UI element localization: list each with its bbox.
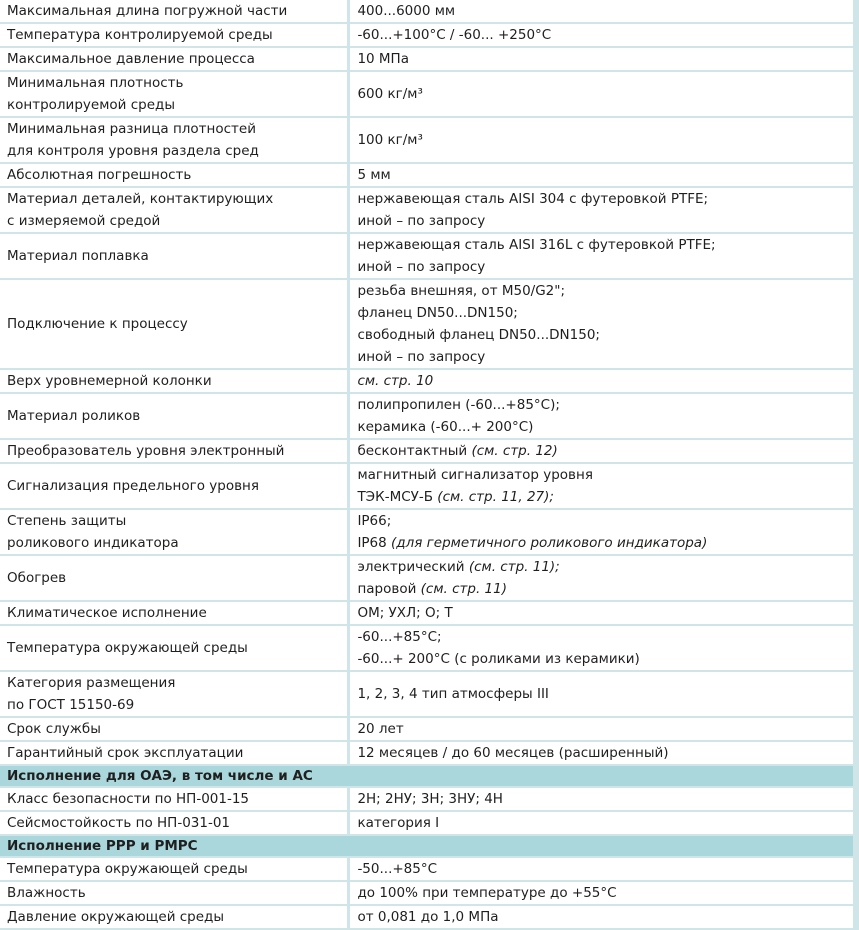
parameter-cell xyxy=(0,906,350,928)
value-line xyxy=(357,486,846,508)
value-text: -60...+ 200°С (с роликами из керамики) xyxy=(357,651,640,667)
value-line xyxy=(357,858,846,880)
value-line xyxy=(357,324,846,346)
spec-row xyxy=(0,0,859,22)
page-reference: см. стр. 10 xyxy=(357,373,434,389)
parameter-text: Максимальная длина погружной части xyxy=(7,3,288,19)
spec-row xyxy=(0,510,859,554)
spec-row xyxy=(0,882,859,904)
spec-row xyxy=(0,602,859,624)
value-cell xyxy=(350,48,859,70)
parameter-cell xyxy=(0,858,350,880)
parameter-text: Срок службы xyxy=(7,721,101,737)
value-text: от 0,081 до 1,0 МПа xyxy=(357,909,499,925)
parameter-text: Преобразователь уровня электронный xyxy=(7,443,285,459)
value-cell xyxy=(350,118,859,162)
parameter-cell xyxy=(0,118,350,162)
value-text: 12 месяцев / до 60 месяцев (расширенный) xyxy=(357,745,669,761)
parameter-cell xyxy=(0,24,350,46)
parameter-cell xyxy=(0,812,350,834)
parameter-cell xyxy=(0,718,350,740)
value-text: -50...+85°С xyxy=(357,861,438,877)
value-text: электрический xyxy=(357,559,469,575)
value-line xyxy=(357,24,846,46)
value-text: ТЭК-МСУ-Б xyxy=(357,489,438,505)
parameter-text: Давление окружающей среды xyxy=(7,909,225,925)
parameter-cell xyxy=(0,188,350,232)
parameter-text: контролируемой среды xyxy=(7,97,175,113)
spec-row xyxy=(0,906,859,928)
value-cell xyxy=(350,370,859,392)
value-text: нержавеющая сталь AISI 304 с футеровкой PTFE; xyxy=(357,191,709,207)
value-text: 400...6000 мм xyxy=(357,3,456,19)
parameter-cell xyxy=(0,882,350,904)
parameter-text: Влажность xyxy=(7,885,86,901)
spec-row xyxy=(0,118,859,162)
parameter-text: Климатическое исполнение xyxy=(7,605,207,621)
value-line xyxy=(357,532,846,554)
value-cell xyxy=(350,280,859,368)
value-text: иной – по запросу xyxy=(357,349,486,365)
value-line xyxy=(357,256,846,278)
spec-row xyxy=(0,858,859,880)
parameter-cell xyxy=(0,234,350,278)
value-line xyxy=(357,188,846,210)
parameter-text: Температура окружающей среды xyxy=(7,640,248,656)
value-text: категория I xyxy=(357,815,440,831)
value-text: магнитный сигнализатор уровня xyxy=(357,467,593,483)
value-cell xyxy=(350,510,859,554)
value-line xyxy=(357,578,846,600)
parameter-text: по ГОСТ 15150-69 xyxy=(7,697,135,713)
value-line xyxy=(357,683,846,705)
parameter-text: Класс безопасности по НП-001-15 xyxy=(7,791,250,807)
value-line xyxy=(357,510,846,532)
parameter-text: Сигнализация предельного уровня xyxy=(7,478,259,494)
value-cell xyxy=(350,858,859,880)
spec-row xyxy=(0,234,859,278)
section-header-row xyxy=(0,836,859,856)
parameter-cell xyxy=(0,440,350,462)
parameter-cell xyxy=(0,510,350,554)
page-reference: (см. стр. 11) xyxy=(420,581,507,597)
parameter-cell xyxy=(0,626,350,670)
value-line xyxy=(357,416,846,438)
value-line xyxy=(357,464,846,486)
section-title: Исполнение РРР и РМРС xyxy=(0,836,859,856)
parameter-text: Верх уровнемерной колонки xyxy=(7,373,212,389)
parameter-cell xyxy=(0,602,350,624)
value-cell xyxy=(350,24,859,46)
value-line xyxy=(357,370,846,392)
spec-row xyxy=(0,48,859,70)
parameter-text: с измеряемой средой xyxy=(7,213,161,229)
parameter-text: Степень защиты xyxy=(7,513,127,529)
page-reference: (см. стр. 11); xyxy=(468,559,560,575)
spec-row xyxy=(0,812,859,834)
value-text: фланец DN50...DN150; xyxy=(357,305,518,321)
parameter-text: роликового индикатора xyxy=(7,535,179,551)
value-line xyxy=(357,906,846,928)
section-header-row xyxy=(0,766,859,786)
value-cell xyxy=(350,464,859,508)
parameter-text: Абсолютная погрешность xyxy=(7,167,192,183)
spec-row xyxy=(0,394,859,438)
value-text: полипропилен (-60...+85°С); xyxy=(357,397,560,413)
value-line xyxy=(357,602,846,624)
spec-row xyxy=(0,370,859,392)
parameter-cell xyxy=(0,394,350,438)
value-line xyxy=(357,346,846,368)
parameter-text: для контроля уровня раздела сред xyxy=(7,143,259,159)
value-cell xyxy=(350,626,859,670)
spec-row xyxy=(0,280,859,368)
value-text: паровой xyxy=(357,581,421,597)
parameter-text: Минимальная плотность xyxy=(7,75,184,91)
spec-row xyxy=(0,788,859,810)
value-cell xyxy=(350,906,859,928)
value-cell xyxy=(350,394,859,438)
parameter-text: Категория размещения xyxy=(7,675,176,691)
parameter-cell xyxy=(0,370,350,392)
parameter-cell xyxy=(0,742,350,764)
spec-row xyxy=(0,742,859,764)
value-line xyxy=(357,129,846,151)
value-line xyxy=(357,812,846,834)
value-cell xyxy=(350,672,859,716)
parameter-text: Материал деталей, контактирующих xyxy=(7,191,274,207)
parameter-text: Подключение к процессу xyxy=(7,316,188,332)
value-text: 100 кг/м³ xyxy=(357,132,423,148)
parameter-text: Минимальная разница плотностей xyxy=(7,121,256,137)
value-text: иной – по запросу xyxy=(357,213,486,229)
value-line xyxy=(357,718,846,740)
section-title: Исполнение для ОАЭ, в том числе и АС xyxy=(0,766,859,786)
value-cell xyxy=(350,602,859,624)
value-cell xyxy=(350,0,859,22)
value-line xyxy=(357,0,846,22)
value-text: 1, 2, 3, 4 тип атмосферы III xyxy=(357,686,549,702)
parameter-cell xyxy=(0,0,350,22)
spec-row xyxy=(0,672,859,716)
value-text: 2Н; 2НУ; 3Н; 3НУ; 4Н xyxy=(357,791,503,807)
spec-row xyxy=(0,188,859,232)
value-text: иной – по запросу xyxy=(357,259,486,275)
parameter-cell xyxy=(0,48,350,70)
value-line xyxy=(357,48,846,70)
value-text: 600 кг/м³ xyxy=(357,86,423,102)
value-cell xyxy=(350,812,859,834)
spec-row xyxy=(0,440,859,462)
value-cell xyxy=(350,718,859,740)
value-line xyxy=(357,648,846,670)
value-line xyxy=(357,164,846,186)
value-cell xyxy=(350,164,859,186)
parameter-cell xyxy=(0,164,350,186)
value-cell xyxy=(350,234,859,278)
parameter-cell xyxy=(0,672,350,716)
value-text: нержавеющая сталь AISI 316L с футеровкой PTFE; xyxy=(357,237,716,253)
parameter-cell xyxy=(0,72,350,116)
value-cell xyxy=(350,188,859,232)
spec-row xyxy=(0,718,859,740)
value-text: резьба внешняя, от M50/G2"; xyxy=(357,283,566,299)
value-line xyxy=(357,788,846,810)
value-line xyxy=(357,280,846,302)
parameter-cell xyxy=(0,280,350,368)
parameter-text: Материал поплавка xyxy=(7,248,149,264)
value-text: IP66; xyxy=(357,513,392,529)
parameter-cell xyxy=(0,788,350,810)
parameter-text: Гарантийный срок эксплуатации xyxy=(7,745,244,761)
value-cell xyxy=(350,440,859,462)
value-cell xyxy=(350,556,859,600)
value-text: керамика (-60...+ 200°С) xyxy=(357,419,534,435)
value-cell xyxy=(350,882,859,904)
spec-row xyxy=(0,72,859,116)
value-cell xyxy=(350,742,859,764)
value-text: ОМ; УХЛ; О; Т xyxy=(357,605,453,621)
value-text: -60...+100°С / -60... +250°С xyxy=(357,27,552,43)
value-line xyxy=(357,234,846,256)
value-line xyxy=(357,210,846,232)
value-text: свободный фланец DN50...DN150; xyxy=(357,327,600,343)
value-line xyxy=(357,626,846,648)
spec-row xyxy=(0,626,859,670)
parameter-cell xyxy=(0,556,350,600)
page-reference: (для герметичного роликового индикатора) xyxy=(391,535,708,551)
value-text: -60...+85°С; xyxy=(357,629,442,645)
value-cell xyxy=(350,788,859,810)
parameter-text: Сейсмостойкость по НП-031-01 xyxy=(7,815,231,831)
page-reference: (см. стр. 12) xyxy=(471,443,558,459)
parameter-text: Обогрев xyxy=(7,570,67,586)
value-text: до 100% при температуре до +55°С xyxy=(357,885,617,901)
spec-row xyxy=(0,556,859,600)
value-line xyxy=(357,742,846,764)
value-text: 20 лет xyxy=(357,721,404,737)
value-line xyxy=(357,394,846,416)
parameter-text: Материал роликов xyxy=(7,408,141,424)
value-line xyxy=(357,882,846,904)
value-line xyxy=(357,440,846,462)
spec-row xyxy=(0,24,859,46)
value-text: 10 МПа xyxy=(357,51,409,67)
spec-row xyxy=(0,164,859,186)
value-line xyxy=(357,556,846,578)
value-text: 5 мм xyxy=(357,167,391,183)
value-text: IP68 xyxy=(357,535,392,551)
page-reference: (см. стр. 11, 27); xyxy=(437,489,554,505)
value-text: бесконтактный xyxy=(357,443,472,459)
value-line xyxy=(357,83,846,105)
parameter-text: Температура контролируемой среды xyxy=(7,27,273,43)
value-line xyxy=(357,302,846,324)
parameter-cell xyxy=(0,464,350,508)
spec-row xyxy=(0,464,859,508)
value-cell xyxy=(350,72,859,116)
parameter-text: Максимальное давление процесса xyxy=(7,51,255,67)
parameter-text: Температура окружающей среды xyxy=(7,861,248,877)
